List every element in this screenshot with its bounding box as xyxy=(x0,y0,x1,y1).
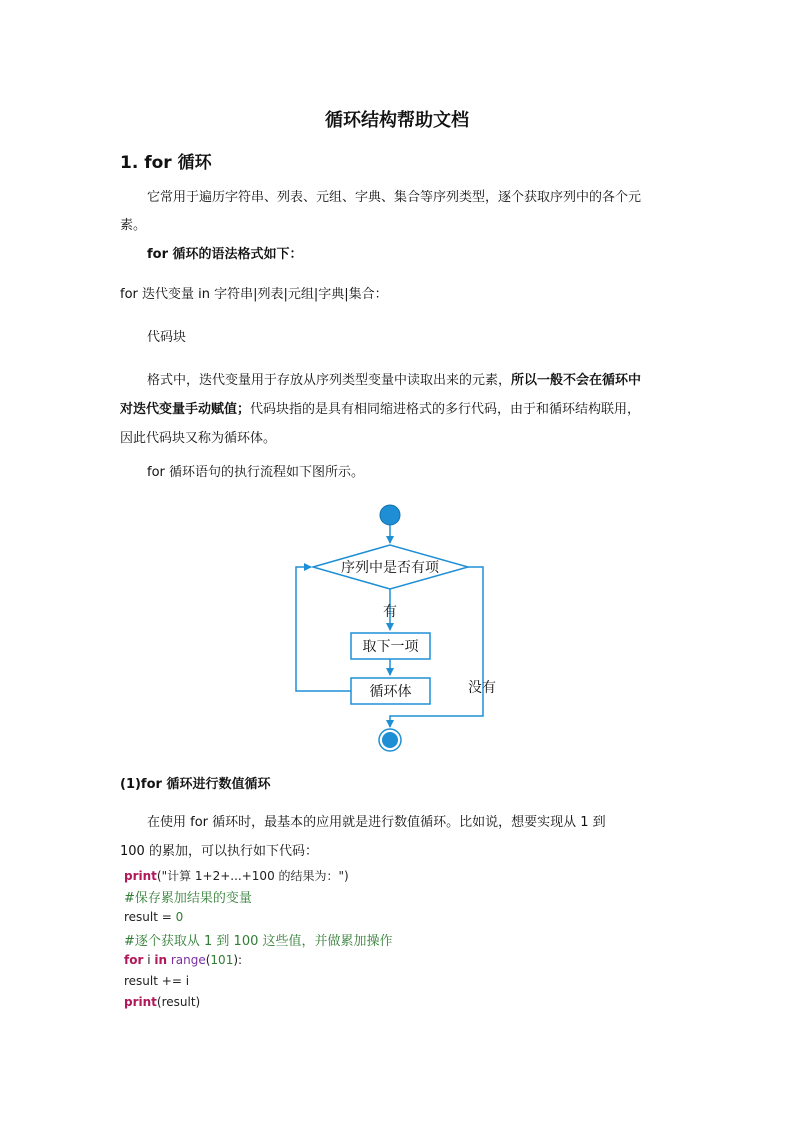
description-text: 格式中，迭代变量用于存放从序列类型变量中读取出来的元素， xyxy=(147,373,512,388)
code-line-2: #保存累加结果的变量 xyxy=(124,891,252,906)
section-heading: 1. for 循环 xyxy=(120,153,212,173)
code-text: ): xyxy=(233,953,243,967)
code-number: 101 xyxy=(210,953,234,967)
description-text: 代码块指的是具有相同缩进格式的多行代码，由于和循环结构联用， xyxy=(250,402,641,417)
code-line-4: #逐个获取从 1 到 100 这些值，并做累加操作 xyxy=(124,934,393,949)
code-text: ("计算 1+2+...+100 的结果为：") xyxy=(156,869,349,883)
code-keyword: in xyxy=(154,953,168,967)
sub-heading: (1)for 循环进行数值循环 xyxy=(120,777,271,792)
description-line-3: 因此代码块又称为循环体。 xyxy=(120,431,277,446)
code-text: i xyxy=(143,953,155,967)
code-line-6: result += i xyxy=(124,974,190,988)
yes-label: 有 xyxy=(383,604,397,620)
decision-label: 序列中是否有项 xyxy=(341,560,439,576)
no-label: 没有 xyxy=(468,680,496,696)
code-line-7 xyxy=(124,995,200,1009)
intro-line-1: 它常用于遍历字符串、列表、元组、字典、集合等序列类型，逐个获取序列中的各个元 xyxy=(147,190,642,205)
flow-caption: for 循环语句的执行流程如下图所示。 xyxy=(147,465,365,480)
code-keyword: print xyxy=(124,995,157,1009)
code-number: 0 xyxy=(175,910,184,924)
code-text: (result) xyxy=(156,995,201,1009)
syntax-label: for 循环的语法格式如下： xyxy=(147,247,303,262)
code-line-1 xyxy=(124,867,349,884)
document-title: 循环结构帮助文档 xyxy=(325,110,469,131)
code-builtin: range xyxy=(167,953,206,967)
step-next-item-label: 取下一项 xyxy=(362,639,419,655)
syntax-line: for 迭代变量 in 字符串|列表|元组|字典|集合： xyxy=(120,287,388,302)
usage-line-2: 100 的累加，可以执行如下代码： xyxy=(120,844,318,859)
description-bold: 所以一般不会在循环中 xyxy=(511,373,642,388)
code-text: result = xyxy=(124,910,176,924)
code-block-label: 代码块 xyxy=(147,330,187,345)
start-node xyxy=(380,505,400,525)
end-node-inner xyxy=(382,732,398,748)
description-bold: 对迭代变量手动赋值； xyxy=(120,402,251,417)
intro-line-2: 素。 xyxy=(120,218,147,233)
code-line-3 xyxy=(124,910,183,924)
step-loop-body-label: 循环体 xyxy=(369,684,412,700)
code-keyword: for xyxy=(124,953,144,967)
usage-line-1: 在使用 for 循环时，最基本的应用就是进行数值循环。比如说，想要实现从 1 到 xyxy=(147,815,606,830)
code-line-5 xyxy=(124,953,242,967)
code-text: ( xyxy=(205,953,211,967)
code-keyword: print xyxy=(124,869,157,883)
